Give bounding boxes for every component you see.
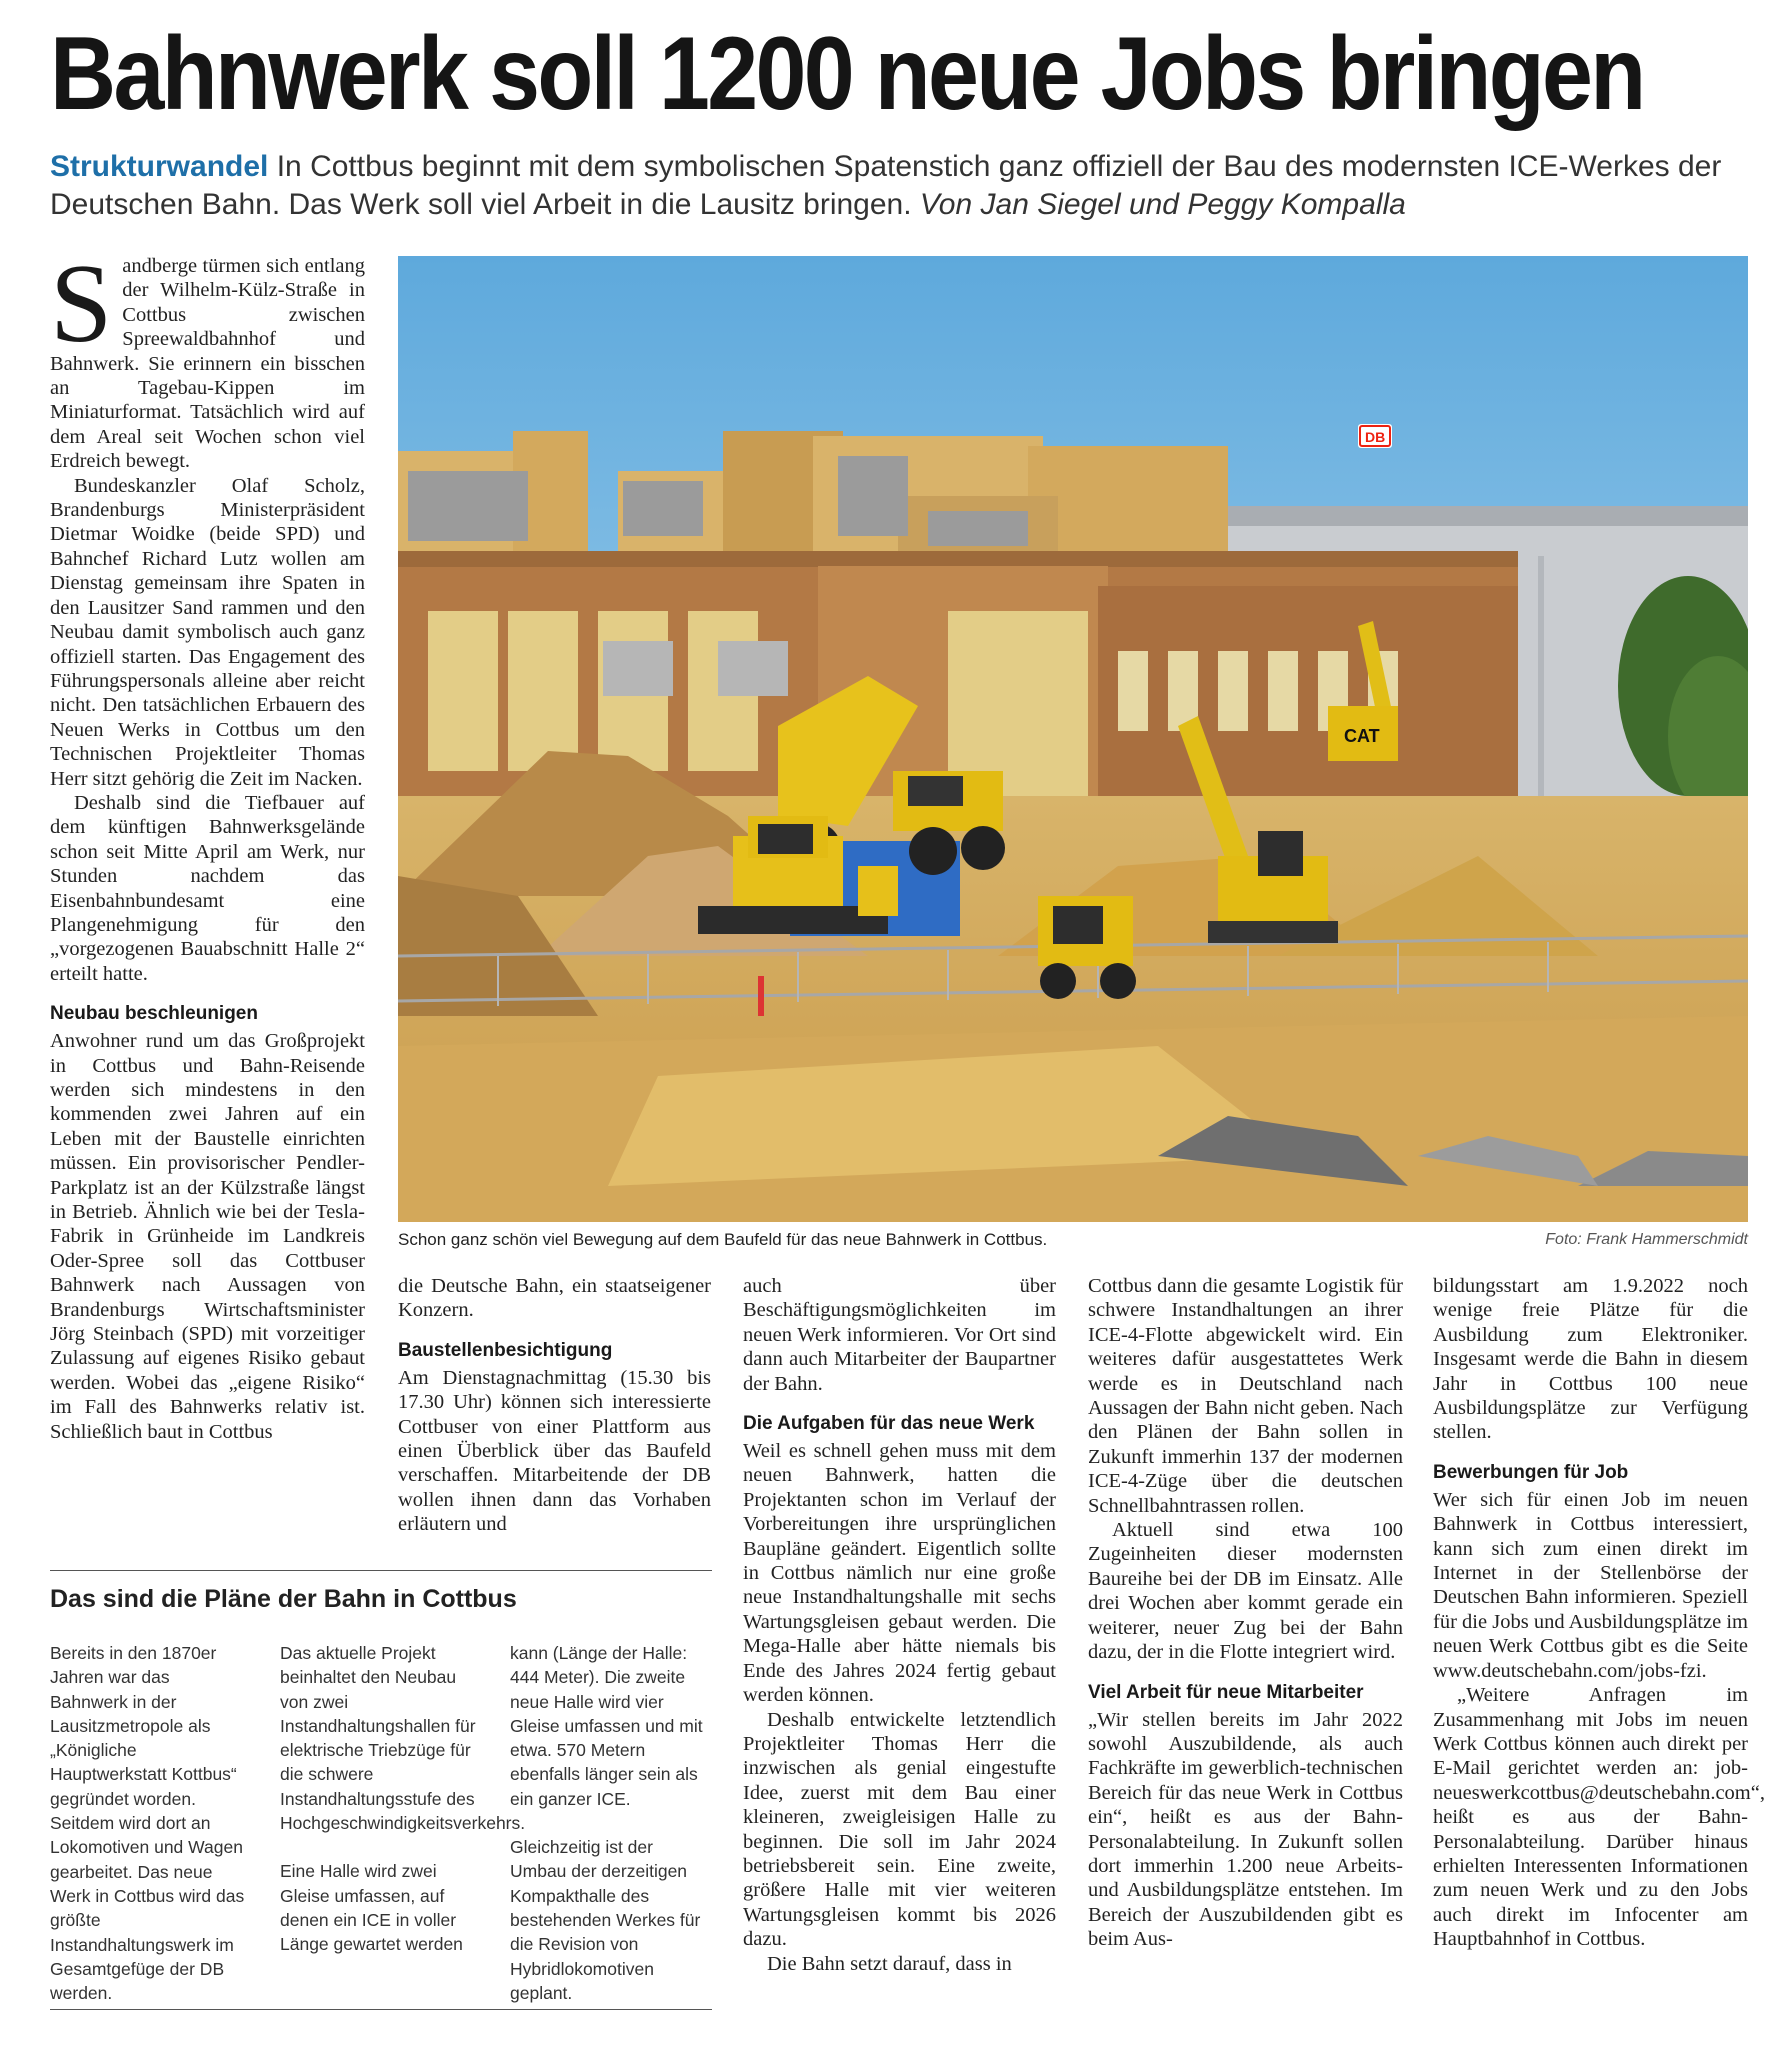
article-column-1 — [50, 242, 365, 1444]
info-paragraph: Bereits in den 1870er Jahren war das Bahnwerk in der Lausitzmetropole als „Königliche Hauptwerkstatt Kottbus“ gegründet worden. Seitdem wird dort an Lokomotiven und Wagen gearbeitet. Das neue Werk in Cottbus wird das größte Instandhaltungswerk im Gesamtgefüge der DB werden. — [50, 1643, 245, 2004]
caption-text: Schon ganz schön viel Bewegung auf dem Baufeld für das neue Bahnwerk in Cottbus. — [398, 1230, 1048, 1249]
paragraph: Bundeskanzler Olaf Scholz, Brandenburgs Ministerpräsident Dietmar Woidke (beide SPD) und Bahnchef Richard Lutz wollen am Dienstag gemeinsam ihre Spaten in den Lausitzer Sand rammen und den Neubau damit symbolisch auch ganz offiziell starten. Das Engagement des Führungspersonals alleine aber reicht nicht. Den tatsächlichen Erbauern des Neuen Werks in Cottbus um den Technischen Projektleiter Thomas Herr sitzt gehörig die Zeit im Nacken. — [50, 474, 365, 790]
info-box-title: Das sind die Pläne der Bahn in Cottbus — [50, 1585, 517, 1613]
article-column-4 — [1088, 1274, 1403, 1952]
info-box — [50, 1570, 712, 2010]
info-paragraph: Gleichzeitig ist der Umbau der derzeitigen Kompakthalle des bestehenden Werkes für die Revision von Hybridlokomotiven geplant. — [510, 1837, 701, 2003]
paragraph: Cottbus dann die gesamte Logistik für schwere Instandhaltungen an ihrer ICE-4-Flotte abgewickelt wird. Ein weiteres dafür ausgestattetes Werk werde es in Deutschland nach Aussagen der Bahn nicht geben. Nach den Plänen der Bahn sollen in Zukunft immerhin 137 der modernen ICE-4-Züge über die deutschen Schnellbahntrassen rollen. — [1088, 1275, 1403, 1517]
deck-text: In Cottbus beginnt mit dem symbolischen Spatenstich ganz offiziell der Bau des modernsten ICE-Werkes der Deutschen Bahn. Das Werk soll viel Arbeit in die Lausitz bringen. — [50, 150, 1722, 221]
deck-kicker: Strukturwandel — [50, 150, 269, 183]
paragraph: Deshalb sind die Tiefbauer auf dem künftigen Bahnwerksgelände schon seit Mitte April am Werk, nur Stunden nachdem das Eisenbahnbundesamt eine Plangenehmigung für den „vorgezogenen Bauabschnitt Halle 2“ erteilt hatte. — [50, 791, 365, 985]
paragraph: auch über Beschäftigungsmöglichkeiten im neuen Werk informieren. Vor Ort sind dann auch Mitarbeiter der Baupartner der Bahn. — [743, 1275, 1056, 1395]
article-column-5 — [1433, 1274, 1765, 1952]
info-box-column-3 — [510, 1641, 710, 2005]
info-box-column-2 — [280, 1641, 526, 1957]
paragraph: andberge türmen sich entlang der Wilhelm-Külz-Straße in Cottbus zwischen Spreewaldbahnhof und Bahnwerk. Sie erinnern ein bisschen an Tagebau-Kippen im Miniaturformat. Tatsächlich wird auf dem Areal seit Wochen schon viel Erdreich bewegt. — [50, 255, 365, 473]
subheading-bewerbung: Bewerbungen für Job — [1433, 1461, 1629, 1483]
subheading-neubau: Neubau beschleunigen — [50, 1003, 258, 1025]
paragraph: Am Dienstagnachmittag (15.30 bis 17.30 Uhr) können sich interessierte Cottbuser von einer Plattform aus einen Überblick über das Baufeld verschaffen. Mitarbeitende der DB wollen ihnen dann das Vorhaben erläutern und — [398, 1366, 711, 1536]
photo-credit: Foto: Frank Hammerschmidt — [1545, 1231, 1748, 1248]
paragraph: die Deutsche Bahn, ein staatseigener Konzern. — [398, 1275, 711, 1322]
info-paragraph: Eine Halle wird zwei Gleise umfassen, auf denen ein ICE in voller Länge gewartet werden — [280, 1861, 463, 1955]
paragraph: „Weitere Anfragen im Zusammenhang mit Jobs im neuen Werk Cottbus können auch direkt per E-Mail gerichtet werden an: job-neueswerkcottbus@deutschebahn.com“, heißt es aus der Bahn-Personalabteilung. Darüber hinaus erhielten Interessenten Informationen zum neuen Werk und zu den Jobs auch direkt im Infocenter am Hauptbahnhof in Cottbus. — [1433, 1684, 1765, 1951]
byline: Von Jan Siegel und Peggy Kompalla — [919, 188, 1406, 221]
subheading-besichtigung: Baustellenbesichtigung — [398, 1339, 613, 1361]
paragraph: Anwohner rund um das Großprojekt in Cottbus und Bahn-Reisende werden sich mindestens in den kommenden zwei Jahren auf ein Leben mit der Baustelle einrichten müssen. Ein provisorischer Pendler-Parkplatz ist an der Külzstraße längst in Betrieb. Ähnlich wie bei der Tesla-Fabrik in Grünheide im Landkreis Oder-Spree soll das Cottbuser Bahnwerk nach Aussagen von Brandenburgs Wirtschaftsminister Jörg Steinbach (SPD) mit vorzeitiger Zulassung auf eigenes Risiko gebaut werden. Wobei das „eigene Risiko“ im Fall des Bahnwerks relativ ist. Schließlich baut in Cottbus — [50, 1030, 365, 1443]
deck — [50, 148, 1740, 224]
article-column-2 — [398, 1274, 711, 1537]
photo-caption — [398, 1226, 1748, 1254]
paragraph: Wer sich für einen Job im neuen Bahnwerk in Cottbus interessiert, kann sich zum einen direkt im Internet in der Stellenbörse der Deutschen Bahn informieren. Speziell für die Jobs und Ausbildungsplätze im neuen Werk Cottbus gibt es die Seite www.deutschebahn.com/jobs-fzi. — [1433, 1488, 1748, 1682]
paragraph: bildungsstart am 1.9.2022 noch wenige freie Plätze für die Ausbildung zum Elektroniker. Insgesamt werde die Bahn in diesem Jahr in Cottbus 100 neue Ausbildungsplätze zur Verfügung stellen. — [1433, 1275, 1748, 1444]
dropcap: S — [50, 242, 113, 366]
info-paragraph: Das aktuelle Projekt beinhaltet den Neubau von zwei Instandhaltungshallen für elektrische Triebzüge für die schwere Instandhaltungsstufe des Hochgeschwindigkeitsverkehrs. — [280, 1643, 526, 1834]
db-logo: DB — [1365, 429, 1386, 445]
headline: Bahnwerk soll 1200 neue Jobs bringen — [50, 16, 1644, 132]
paragraph: Weil es schnell gehen muss mit dem neuen Bahnwerk, hatten die Projektanten schon im Verlauf der Vorbereitungen ihre ursprünglichen Baupläne geändert. Eigentlich sollte in Cottbus nämlich nur eine große neue Instandhaltungshalle mit sechs Wartungsgleisen gebaut werden. Die Mega-Halle aber hätte niemals bis Ende des Jahres 2024 fertig gebaut werden können. — [743, 1440, 1056, 1707]
construction-site-photo — [398, 256, 1748, 1222]
cat-logo: CAT — [1344, 726, 1380, 746]
paragraph: „Wir stellen bereits im Jahr 2022 sowohl Auszubildende, als auch Fachkräfte im gewerblich-technischen Bereich für das neue Werk in Cottbus ein“, heißt es aus der Bahn-Personalabteilung. In Zukunft sollen dort immerhin 1.200 neue Arbeits- und Ausbildungsplätze entstehen. Im Bereich der Auszubildenden gibt es beim Aus- — [1088, 1708, 1403, 1951]
info-paragraph: kann (Länge der Halle: 444 Meter). Die zweite neue Halle wird vier Gleise umfassen und mit etwa. 570 Metern ebenfalls länger sein als ein ganzer ICE. — [510, 1643, 703, 1809]
paragraph: Die Bahn setzt darauf, dass in — [767, 1952, 1012, 1975]
subheading-arbeit: Viel Arbeit für neue Mitarbeiter — [1088, 1681, 1364, 1703]
paragraph: Deshalb entwickelte letztendlich Projektleiter Thomas Herr die inzwischen als genial eingestufte Idee, zuerst mit dem Bau einer kleineren, zweigleisigen Halle zu beginnen. Die soll im Jahr 2024 betriebsbereit sein. Eine zweite, größere Halle mit vier weiteren Wartungsgleisen kommt bis 2026 dazu. — [743, 1708, 1056, 1951]
subheading-aufgaben: Die Aufgaben für das neue Werk — [743, 1413, 1035, 1435]
info-box-column-1 — [50, 1641, 250, 2005]
paragraph: Aktuell sind etwa 100 Zugeinheiten dieser modernsten Baureihe bei der DB im Einsatz. Alle drei Wochen aber kommt gerade ein weiterer, neuer Zug bei der Bahn dazu, der in die Flotte integriert wird. — [1088, 1519, 1403, 1664]
article-column-3 — [743, 1274, 1056, 1976]
